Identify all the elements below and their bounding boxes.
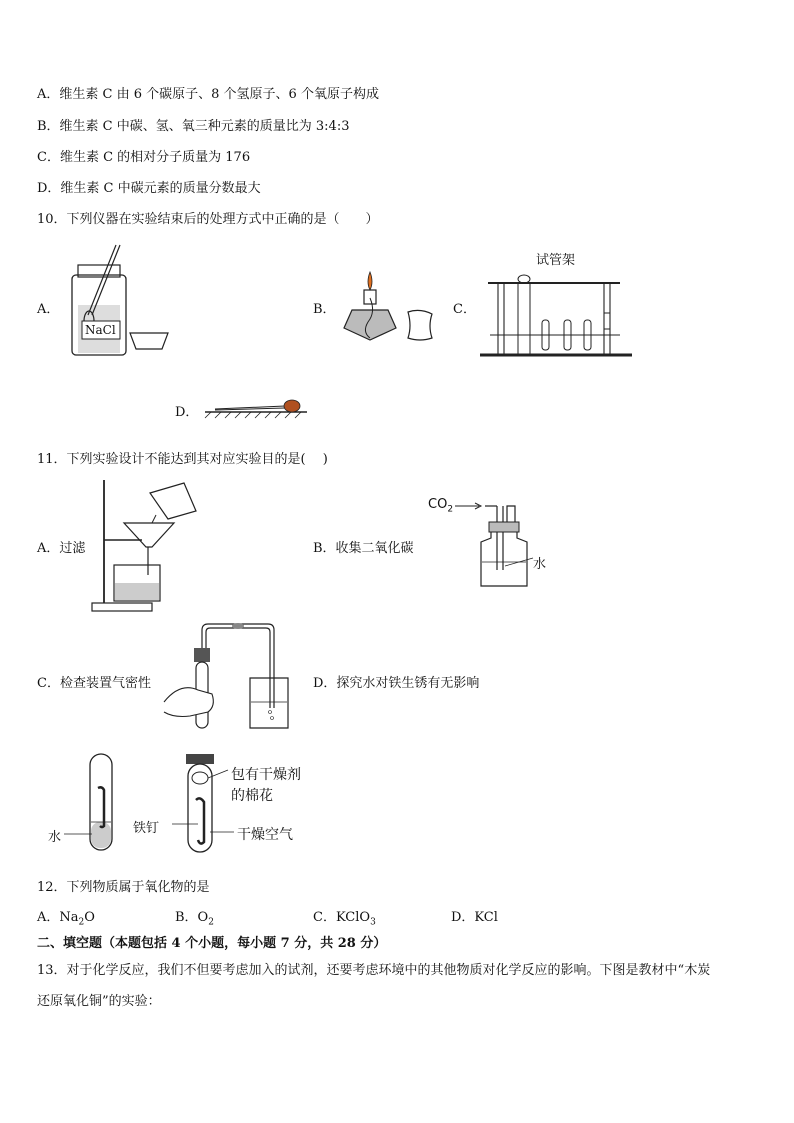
q11-figure-c-airtightness xyxy=(160,620,300,735)
q12-stem: 12．下列物质属于氧化物的是 xyxy=(37,880,210,895)
q13-line-2: 还原氧化铜”的实验： xyxy=(37,994,161,1009)
q12-c-text: C．KClO xyxy=(313,910,371,925)
q10-nacl-label: NaCl xyxy=(85,323,116,337)
q9-option-d: D．维生素 C 中碳元素的质量分数最大 xyxy=(37,181,261,196)
q11-option-d: D．探究水对铁生锈有无影响 xyxy=(313,676,480,691)
q12-option-c xyxy=(313,906,376,928)
section-2-title: 二、填空题（本题包括 4 个小题，每小题 7 分，共 28 分） xyxy=(37,936,387,951)
q12-a-sub: 2 xyxy=(78,917,85,928)
q11-nail-label: 铁钉 xyxy=(133,821,160,836)
q10-figure-a-reagent-bottle xyxy=(68,245,178,360)
q10-figure-c-test-tube-rack xyxy=(480,265,635,360)
q11-cotton-label-1: 包有干燥剂 xyxy=(231,767,301,783)
q10-label-d: D． xyxy=(175,405,199,420)
q11-option-c: C．检查装置气密性 xyxy=(37,676,151,691)
q11-figure-a-filtration xyxy=(90,475,210,615)
q12-a-post: O xyxy=(84,910,95,925)
co2-text: CO xyxy=(428,497,448,512)
q11-figure-b-gas-bottle xyxy=(455,500,545,595)
q10-rack-label: 试管架 xyxy=(536,253,576,268)
q11-dry-air-label: 干燥空气 xyxy=(237,827,293,843)
q11-cotton-label-2: 的棉花 xyxy=(231,788,273,804)
q12-option-b xyxy=(175,906,214,928)
q10-figure-d-dropper xyxy=(205,396,310,420)
q10-figure-b-alcohol-lamp xyxy=(340,262,440,347)
q12-option-a xyxy=(37,906,95,928)
q12-c-sub: 3 xyxy=(370,917,376,928)
q11-stem: 11．下列实验设计不能达到其对应实验目的是( ) xyxy=(37,452,328,467)
q13-line-1: 13．对于化学反应，我们不但要考虑加入的试剂，还要考虑环境中的其他物质对化学反应的影响。下图是教材中“木炭 xyxy=(37,963,711,978)
q10-stem: 10．下列仪器在实验结束后的处理方式中正确的是（ ） xyxy=(37,212,379,227)
q12-b-sub: 2 xyxy=(208,917,214,928)
q10-label-a: A． xyxy=(37,302,60,317)
co2-subscript: 2 xyxy=(447,504,454,515)
q12-a-text: A．Na xyxy=(37,910,79,925)
q10-label-b: B． xyxy=(313,302,336,317)
q9-option-c: C．维生素 C 的相对分子质量为 176 xyxy=(37,150,251,165)
q11-option-a: A．过滤 xyxy=(37,541,86,556)
q12-b-text: B．O xyxy=(175,910,209,925)
q11-water-label-b: 水 xyxy=(533,557,547,572)
q10-label-c: C． xyxy=(453,302,476,317)
q9-option-a: A．维生素 C 由 6 个碳原子、8 个氢原子、6 个氧原子构成 xyxy=(37,87,379,102)
q11-water-label-d: 水 xyxy=(48,830,62,845)
q9-option-b: B．维生素 C 中碳、氢、氧三种元素的质量比为 3:4:3 xyxy=(37,119,350,134)
q11-option-b: B．收集二氧化碳 xyxy=(313,541,414,556)
q11-co2-label xyxy=(428,497,453,515)
q12-option-d: D．KCl xyxy=(451,910,498,925)
